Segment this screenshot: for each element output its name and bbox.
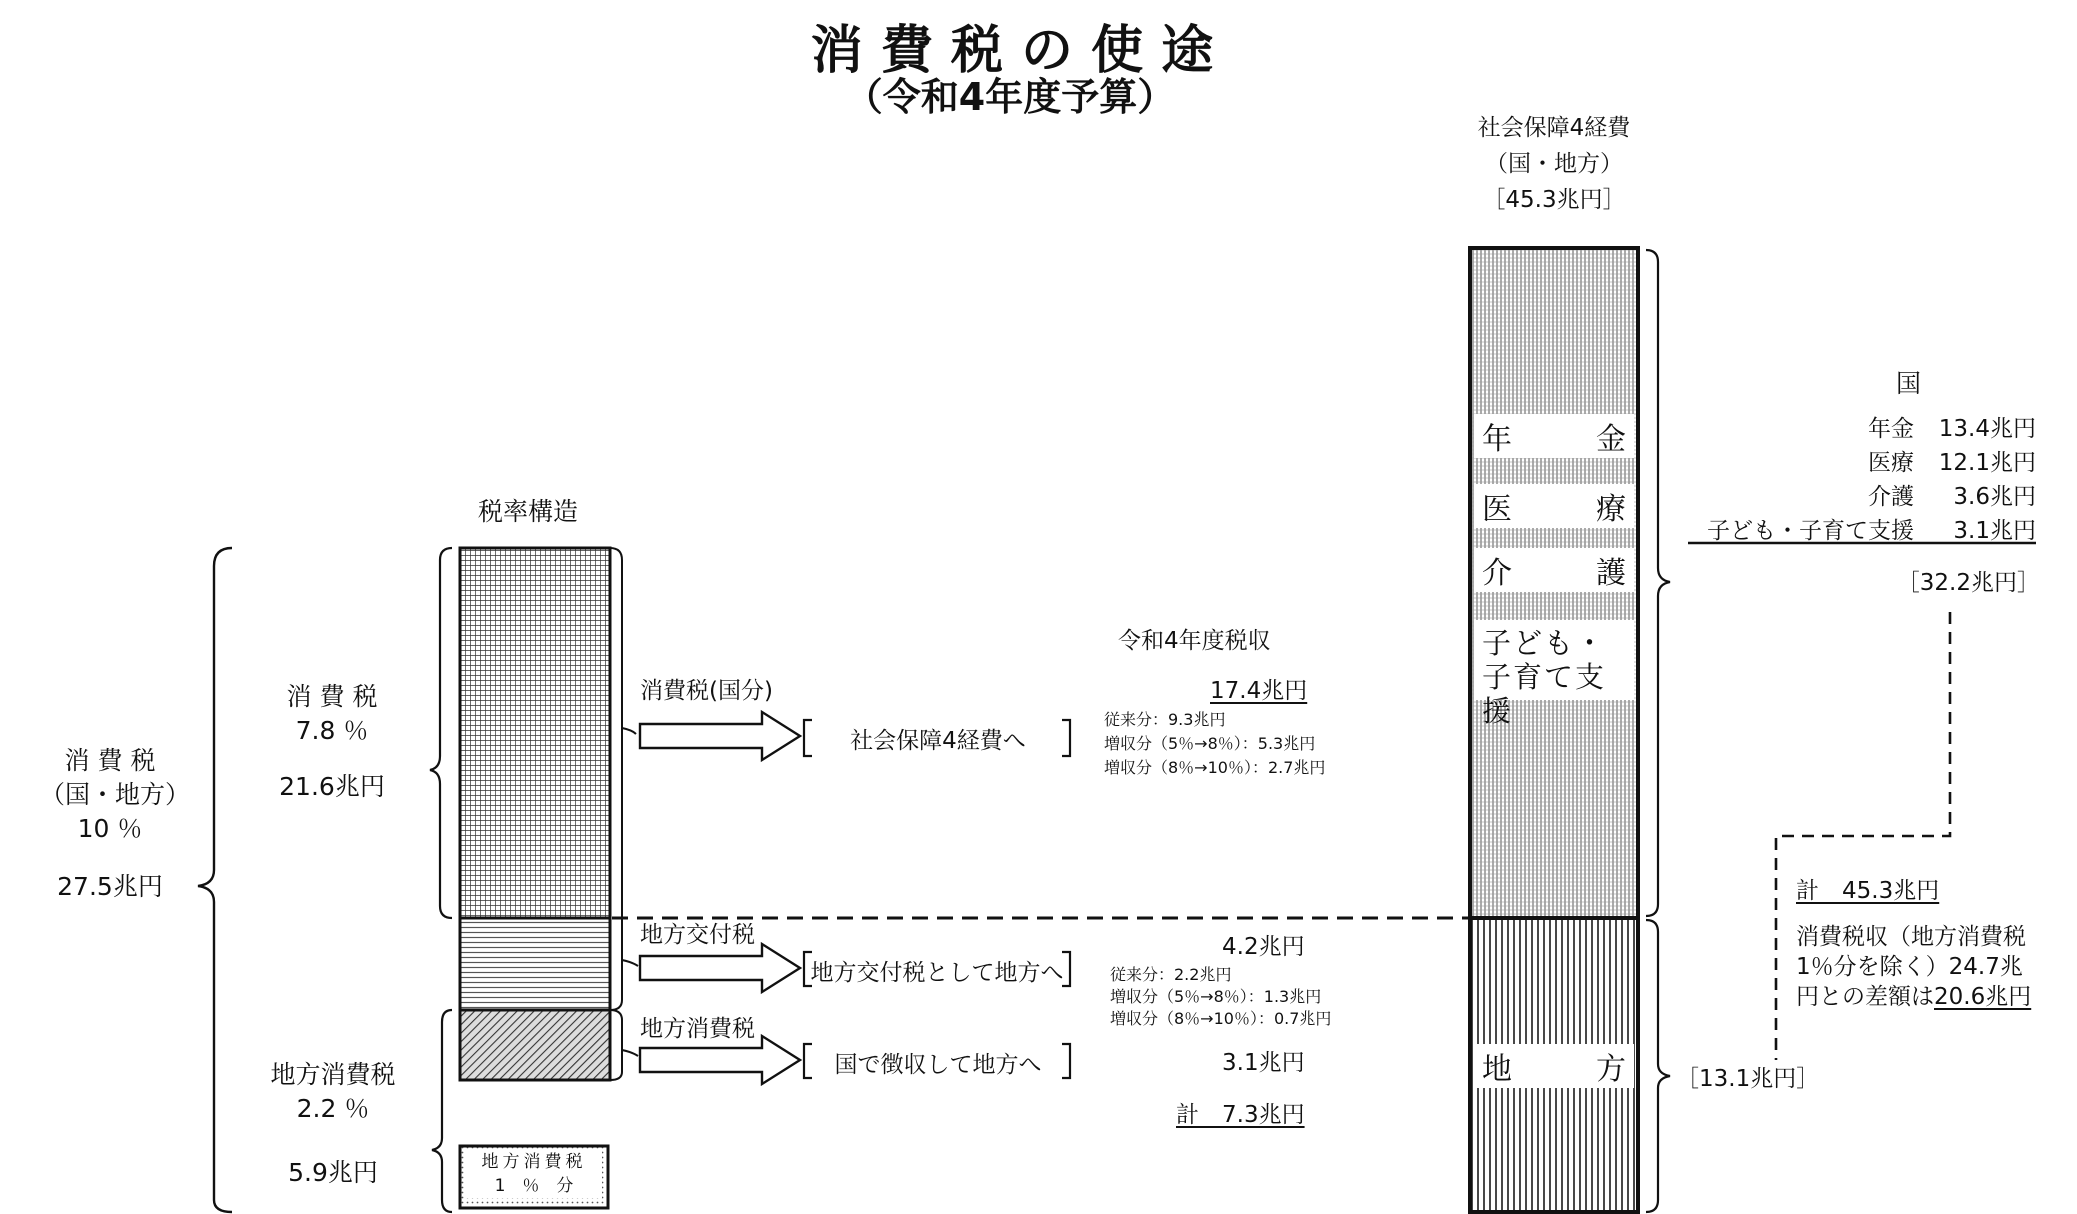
revenue-national-detail: [1104, 708, 1325, 780]
local-1pct-box: [466, 1150, 602, 1198]
revenue-national-total: 17.4兆円: [1210, 678, 1308, 704]
local-label: 地方消費税: [270, 1060, 396, 1089]
breakdown-row-pension: [1688, 412, 2036, 446]
social-medical-label: [1474, 484, 1634, 528]
arrow-allocation: [640, 944, 800, 992]
total-label: 消 費 税: [64, 746, 156, 775]
social-title-line1: 社会保障4経費: [1477, 115, 1631, 141]
item-amount: 12.1兆円: [1938, 450, 2036, 476]
local-char-1: 地: [1482, 1052, 1512, 1087]
column-right-bracket: [610, 548, 622, 1010]
breakdown-row-childcare: [1688, 514, 2036, 548]
revenue-sum: 計 7.3兆円: [1176, 1102, 1305, 1128]
item-amount: 3.6兆円: [1953, 484, 2036, 510]
breakdown-subtotal: ［32.2兆円］: [1896, 570, 2040, 596]
national-block: [262, 680, 402, 804]
structure-title: 税率構造: [478, 497, 579, 526]
local-block: [248, 1058, 418, 1190]
care-char-1: 介: [1482, 556, 1512, 591]
local-amount: 5.9兆円: [288, 1158, 378, 1187]
item-name: 介護: [1868, 484, 1914, 510]
social-brace-top: [1646, 250, 1670, 916]
note-text: 消費税収（地方消費税1％分を除く）24.7兆円との差額は: [1796, 924, 2026, 1010]
total-block: [40, 744, 191, 904]
social-pension-label: [1474, 414, 1634, 458]
difference-note: [1796, 922, 2044, 1012]
revenue-title: 令和4年度税収: [1118, 628, 1271, 654]
social-childcare-label: 子ども・子育て支援: [1474, 620, 1634, 700]
national-detail-1: 従来分：9.3兆円: [1104, 710, 1226, 729]
page-title: 消 費 税 の 使 途: [810, 21, 1214, 81]
total-brace: [198, 548, 232, 1212]
local-rate: 2.2 ％: [296, 1094, 370, 1123]
grand-total: 計 45.3兆円: [1796, 878, 1940, 904]
page-subtitle: （令和4年度予算）: [844, 75, 1176, 119]
local-subtotal: ［13.1兆円］: [1676, 1066, 1820, 1092]
pension-char-1: 年: [1482, 422, 1512, 457]
local-1pct-line2: 1 ％ 分: [494, 1176, 574, 1196]
breakdown-list: [1688, 412, 2036, 548]
national-detail-3: 増収分（8％→10％）：2.7兆円: [1104, 758, 1326, 777]
national-detail-2: 増収分（5％→8％）：5.3兆円: [1104, 734, 1316, 753]
medical-char-1: 医: [1482, 492, 1512, 527]
care-char-2: 護: [1596, 556, 1626, 591]
item-amount: 13.4兆円: [1938, 416, 2036, 442]
total-amount: 27.5兆円: [57, 872, 163, 901]
medical-char-2: 療: [1596, 492, 1626, 527]
national-amount: 21.6兆円: [279, 772, 385, 801]
flow-to-allocation: 地方交付税として地方へ: [810, 960, 1064, 986]
item-amount: 3.1兆円: [1953, 518, 2036, 544]
local-brace: [432, 1010, 452, 1212]
total-rate: 10 ％: [77, 814, 143, 843]
flow-national-label: 消費税(国分): [640, 678, 773, 704]
national-rate: 7.8 ％: [295, 716, 369, 745]
national-label: 消 費 税: [286, 682, 378, 711]
total-sub: （国・地方）: [40, 780, 191, 809]
national-brace: [430, 548, 452, 918]
social-title-line3: ［45.3兆円］: [1482, 187, 1626, 213]
item-name: 子ども・子育て支援: [1707, 518, 1914, 544]
breakdown-heading: 国: [1896, 369, 1922, 398]
local-char-2: 方: [1596, 1052, 1626, 1087]
revenue-alloc-detail: [1110, 964, 1331, 1030]
social-local-label: [1474, 1044, 1634, 1088]
breakdown-row-care: [1688, 480, 2036, 514]
breakdown-row-medical: [1688, 446, 2036, 480]
flow-allocation-label: 地方交付税: [640, 922, 755, 948]
flow-local-label: 地方消費税: [640, 1016, 755, 1042]
note-diff: 20.6兆円: [1934, 984, 2032, 1010]
flow-to-local: 国で徴収して地方へ: [834, 1052, 1042, 1078]
arrow-local: [640, 1036, 800, 1084]
tax-structure-column: [460, 548, 610, 1208]
social-brace-bottom: [1646, 920, 1670, 1212]
alloc-detail-1: 従来分：2.2兆円: [1110, 965, 1232, 984]
local-1pct-line1: 地方消費税: [481, 1152, 587, 1172]
revenue-local-total: 3.1兆円: [1222, 1050, 1305, 1076]
revenue-alloc-total: 4.2兆円: [1222, 934, 1305, 960]
item-name: 年金: [1868, 416, 1914, 442]
alloc-detail-3: 増収分（8％→10％）：0.7兆円: [1110, 1009, 1332, 1028]
social-care-label: [1474, 548, 1634, 592]
social-title: [1432, 110, 1676, 218]
item-name: 医療: [1868, 450, 1914, 476]
flow-to-social: 社会保障4経費へ: [850, 728, 1026, 754]
pension-char-2: 金: [1596, 422, 1626, 457]
arrow-national: [640, 712, 800, 760]
alloc-detail-2: 増収分（5％→8％）：1.3兆円: [1110, 987, 1322, 1006]
social-title-line2: （国・地方）: [1485, 151, 1623, 177]
